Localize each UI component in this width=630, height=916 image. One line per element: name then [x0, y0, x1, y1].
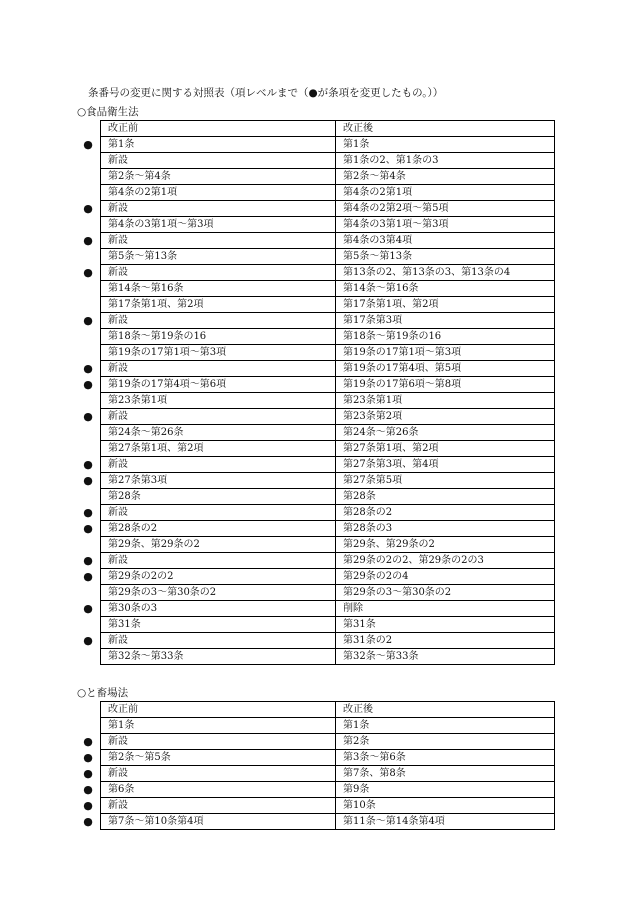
cell-before: 第18条～第19条の16	[101, 329, 336, 345]
table-row	[101, 601, 555, 617]
cell-after: 第27条第1項、第2項	[336, 441, 555, 457]
cell-before: 第29条、第29条の2	[101, 537, 336, 553]
marker-spacer	[82, 169, 94, 185]
table-row	[101, 521, 555, 537]
table-row	[101, 297, 555, 313]
table-row	[101, 718, 555, 734]
changed-marker-icon: ●	[83, 634, 93, 647]
changed-marker-icon: ●	[83, 751, 93, 764]
marker-spacer	[82, 281, 94, 297]
table-row	[101, 750, 555, 766]
cell-after: 第1条の2、第1条の3	[336, 153, 555, 169]
cell-after: 第31条の2	[336, 633, 555, 649]
cell-before: 第1条	[101, 137, 336, 153]
table-row	[101, 153, 555, 169]
cell-after: 第1条	[336, 137, 555, 153]
table-row	[101, 137, 555, 153]
cell-before: 第23条第1項	[101, 393, 336, 409]
cell-before: 第1条	[101, 718, 336, 734]
marker-spacer	[82, 297, 94, 313]
cell-after: 第13条の2、第13条の3、第13条の4	[336, 265, 555, 281]
changed-marker-icon: ●	[83, 767, 93, 780]
changed-marker-icon: ●	[83, 570, 93, 583]
table-row	[101, 633, 555, 649]
table-row	[101, 233, 555, 249]
changed-marker-icon: ●	[83, 266, 93, 279]
marker-spacer	[82, 345, 94, 361]
cell-before: 新設	[101, 409, 336, 425]
cell-after: 第4条の2第2項～第5項	[336, 201, 555, 217]
table-row	[101, 393, 555, 409]
cell-before: 新設	[101, 153, 336, 169]
cell-before: 第6条	[101, 782, 336, 798]
cell-before: 新設	[101, 361, 336, 377]
header-after: 改正後	[336, 702, 555, 718]
table-row	[101, 617, 555, 633]
cell-after: 第29条、第29条の2	[336, 537, 555, 553]
marker-spacer	[82, 702, 94, 718]
cell-before: 第24条～第26条	[101, 425, 336, 441]
changed-marker-icon: ●	[83, 554, 93, 567]
table-row	[101, 766, 555, 782]
table-row	[101, 441, 555, 457]
cell-after: 第4条の2第1項	[336, 185, 555, 201]
table-row	[101, 265, 555, 281]
marker-spacer	[82, 537, 94, 553]
changed-marker-icon: ●	[83, 138, 93, 151]
cell-before: 第19条の17第1項～第3項	[101, 345, 336, 361]
cell-after: 第27条第5項	[336, 473, 555, 489]
cell-after: 第29条の2の2、第29条の2の3	[336, 553, 555, 569]
changed-marker-icon: ●	[83, 506, 93, 519]
changed-marker-icon: ●	[83, 458, 93, 471]
cell-after: 第7条、第8条	[336, 766, 555, 782]
header-after: 改正後	[336, 121, 555, 137]
changed-marker-icon: ●	[83, 815, 93, 828]
table-row	[101, 201, 555, 217]
cell-after: 第2条	[336, 734, 555, 750]
cell-after: 第10条	[336, 798, 555, 814]
table-row	[101, 329, 555, 345]
header-before: 改正前	[101, 121, 336, 137]
cell-before: 新設	[101, 313, 336, 329]
cell-after: 第19条の17第1項～第3項	[336, 345, 555, 361]
table-row	[101, 473, 555, 489]
change-marker-column	[82, 702, 94, 830]
cell-after: 第17条第1項、第2項	[336, 297, 555, 313]
cell-after: 第19条の17第4項、第5項	[336, 361, 555, 377]
table-row	[101, 814, 555, 830]
section-title-food-sanitation: ○食品衛生法	[77, 106, 139, 118]
table-row	[101, 457, 555, 473]
cell-after: 第9条	[336, 782, 555, 798]
cell-before: 新設	[101, 633, 336, 649]
marker-spacer	[82, 185, 94, 201]
cell-after: 第27条第3項、第4項	[336, 457, 555, 473]
cell-before: 第27条第3項	[101, 473, 336, 489]
changed-marker-icon: ●	[83, 522, 93, 535]
cell-before: 第2条～第5条	[101, 750, 336, 766]
table-row	[101, 169, 555, 185]
cell-before: 第28条の2	[101, 521, 336, 537]
table-row	[101, 782, 555, 798]
cell-before: 新設	[101, 798, 336, 814]
marker-spacer	[82, 441, 94, 457]
cell-before: 第7条～第10条第4項	[101, 814, 336, 830]
marker-spacer	[82, 393, 94, 409]
cell-before: 新設	[101, 553, 336, 569]
cell-after: 第2条～第4条	[336, 169, 555, 185]
marker-spacer	[82, 217, 94, 233]
cell-after: 第18条～第19条の16	[336, 329, 555, 345]
cell-before: 新設	[101, 265, 336, 281]
changed-marker-icon: ●	[83, 234, 93, 247]
table-row	[101, 734, 555, 750]
cell-after: 第32条～第33条	[336, 649, 555, 665]
cell-before: 第30条の3	[101, 601, 336, 617]
marker-spacer	[82, 718, 94, 734]
table-row	[101, 313, 555, 329]
marker-spacer	[82, 489, 94, 505]
marker-spacer	[82, 329, 94, 345]
marker-spacer	[82, 153, 94, 169]
cell-before: 第4条の3第1項～第3項	[101, 217, 336, 233]
cell-before: 新設	[101, 766, 336, 782]
table-header-row	[101, 702, 555, 718]
cell-after: 第5条～第13条	[336, 249, 555, 265]
cell-before: 第29条の3～第30条の2	[101, 585, 336, 601]
cell-before: 新設	[101, 734, 336, 750]
cell-after: 第1条	[336, 718, 555, 734]
marker-spacer	[82, 649, 94, 665]
table-row	[101, 798, 555, 814]
cell-before: 第19条の17第4項～第6項	[101, 377, 336, 393]
table-row	[101, 537, 555, 553]
comparison-table-food-sanitation	[100, 120, 555, 665]
cell-before: 第5条～第13条	[101, 249, 336, 265]
cell-before: 第28条	[101, 489, 336, 505]
table-row	[101, 425, 555, 441]
cell-before: 新設	[101, 201, 336, 217]
marker-spacer	[82, 121, 94, 137]
marker-spacer	[82, 585, 94, 601]
cell-after: 第23条第2項	[336, 409, 555, 425]
comparison-table-slaughterhouse	[100, 701, 555, 830]
changed-marker-icon: ●	[83, 799, 93, 812]
marker-spacer	[82, 617, 94, 633]
cell-before: 第31条	[101, 617, 336, 633]
cell-before: 第4条の2第1項	[101, 185, 336, 201]
cell-after: 第14条～第16条	[336, 281, 555, 297]
cell-before: 第14条～第16条	[101, 281, 336, 297]
change-marker-column	[82, 121, 94, 665]
table-row	[101, 249, 555, 265]
table-row	[101, 553, 555, 569]
table-row	[101, 569, 555, 585]
table-header-row	[101, 121, 555, 137]
table-row	[101, 217, 555, 233]
cell-before: 第32条～第33条	[101, 649, 336, 665]
table-row	[101, 489, 555, 505]
table-row	[101, 649, 555, 665]
cell-before: 第2条～第4条	[101, 169, 336, 185]
cell-after: 第29条の2の4	[336, 569, 555, 585]
cell-before: 新設	[101, 505, 336, 521]
cell-after: 削除	[336, 601, 555, 617]
changed-marker-icon: ●	[83, 602, 93, 615]
table-row	[101, 377, 555, 393]
cell-after: 第28条の3	[336, 521, 555, 537]
changed-marker-icon: ●	[83, 735, 93, 748]
changed-marker-icon: ●	[83, 378, 93, 391]
cell-after: 第28条	[336, 489, 555, 505]
table-row	[101, 505, 555, 521]
cell-before: 新設	[101, 233, 336, 249]
table-row	[101, 585, 555, 601]
cell-after: 第31条	[336, 617, 555, 633]
table-row	[101, 281, 555, 297]
section-title-slaughterhouse: ○と畜場法	[77, 687, 129, 699]
cell-after: 第23条第1項	[336, 393, 555, 409]
cell-after: 第24条～第26条	[336, 425, 555, 441]
cell-after: 第19条の17第6項～第8項	[336, 377, 555, 393]
cell-before: 新設	[101, 457, 336, 473]
changed-marker-icon: ●	[83, 202, 93, 215]
cell-after: 第3条～第6条	[336, 750, 555, 766]
document-title: 条番号の変更に関する対照表（項レベルまで（●が条項を変更したもの。））	[88, 87, 444, 99]
table-row	[101, 185, 555, 201]
cell-before: 第29条の2の2	[101, 569, 336, 585]
cell-after: 第11条～第14条第4項	[336, 814, 555, 830]
table-row	[101, 345, 555, 361]
cell-before: 第17条第1項、第2項	[101, 297, 336, 313]
marker-spacer	[82, 249, 94, 265]
cell-after: 第4条の3第4項	[336, 233, 555, 249]
marker-spacer	[82, 425, 94, 441]
table-row	[101, 361, 555, 377]
cell-after: 第28条の2	[336, 505, 555, 521]
changed-marker-icon: ●	[83, 362, 93, 375]
cell-after: 第17条第3項	[336, 313, 555, 329]
cell-before: 第27条第1項、第2項	[101, 441, 336, 457]
cell-after: 第4条の3第1項～第3項	[336, 217, 555, 233]
header-before: 改正前	[101, 702, 336, 718]
changed-marker-icon: ●	[83, 410, 93, 423]
table-row	[101, 409, 555, 425]
changed-marker-icon: ●	[83, 474, 93, 487]
changed-marker-icon: ●	[83, 314, 93, 327]
changed-marker-icon: ●	[83, 783, 93, 796]
cell-after: 第29条の3～第30条の2	[336, 585, 555, 601]
